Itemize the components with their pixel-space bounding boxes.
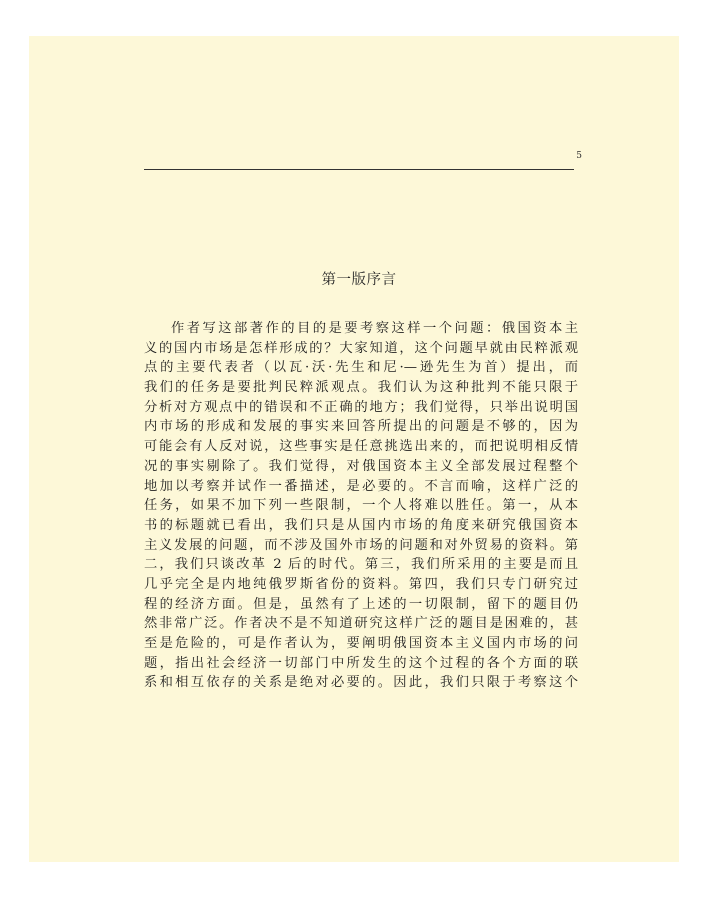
text-line: 可能会有人反对说，这些事实是任意挑选出来的，而把说明相反情 [144, 439, 578, 455]
text-line: 题，指出社会经济一切部门中所发生的这个过程的各个方面的联 [144, 655, 578, 671]
text-line: 点的主要代表者（以瓦·沃·先生和尼·—逊先生为首）提出，而 [144, 360, 578, 376]
text-line: 二，我们只谈改革 2 后的时代。第三，我们所采用的主要是而且 [144, 557, 578, 573]
text-line: 我们的任务是要批判民粹派观点。我们认为这种批判不能只限于 [144, 380, 578, 396]
text-line: 主义发展的问题，而不涉及国外市场的问题和对外贸易的资料。第 [144, 537, 578, 553]
text-line: 分析对方观点中的错误和不正确的地方；我们觉得，只举出说明国 [144, 399, 578, 415]
body-text [144, 319, 578, 693]
chapter-title: 第一版序言 [321, 272, 397, 288]
text-line: 义的国内市场是怎样形成的？大家知道，这个问题早就由民粹派观 [144, 340, 578, 356]
text-line: 至是危险的，可是作者认为，要阐明俄国资本主义国内市场的问 [144, 636, 578, 651]
page-number: 5 [576, 151, 582, 161]
text-line: 任务，如果不加下列一些限制，一个人将难以胜任。第一，从本 [144, 498, 578, 514]
text-line: 况的事实剔除了。我们觉得，对俄国资本主义全部发展过程整个 [144, 458, 578, 474]
text-line: 几乎完全是内地纯俄罗斯省份的资料。第四，我们只专门研究过 [144, 576, 578, 592]
text-line: 程的经济方面。但是，虽然有了上述的一切限制，留下的题目仍 [144, 596, 578, 612]
document-page [29, 36, 679, 862]
text-line: 作者写这部著作的目的是要考察这样一个问题：俄国资本主 [171, 321, 578, 336]
text-line: 然非常广泛。作者决不是不知道研究这样广泛的题目是困难的，甚 [144, 616, 578, 632]
text-line: 系和相互依存的关系是绝对必要的。因此，我们只限于考察这个 [144, 675, 578, 691]
text-line: 内市场的形成和发展的事实来回答所提出的问题是不够的，因为 [144, 419, 578, 435]
header-rule [144, 169, 574, 170]
text-line: 地加以考察并试作一番描述，是必要的。不言而喻，这样广泛的 [144, 478, 578, 494]
text-line: 书的标题就已看出，我们只是从国内市场的角度来研究俄国资本 [144, 517, 578, 533]
